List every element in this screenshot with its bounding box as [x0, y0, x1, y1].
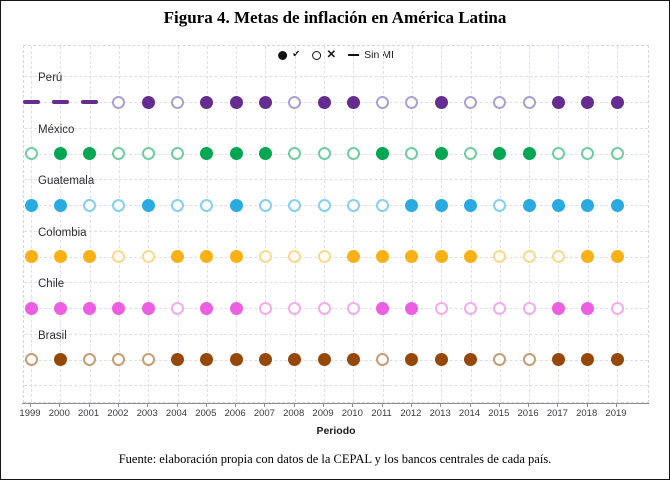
axis-tick-label: 2017 [546, 408, 568, 419]
axis-tick-label: 2013 [429, 408, 451, 419]
dot-open [112, 250, 125, 263]
axis-tick [59, 403, 60, 407]
dot-open [493, 250, 506, 263]
dot-filled [54, 302, 67, 315]
dot-open [405, 147, 418, 160]
dot-filled [54, 199, 67, 212]
dot-open [347, 199, 360, 212]
dot-filled [611, 250, 624, 263]
dot-filled [611, 353, 624, 366]
dot-filled [54, 250, 67, 263]
dot-open [464, 147, 477, 160]
dot-open [347, 302, 360, 315]
axis-tick [147, 403, 148, 407]
dot-open [435, 302, 448, 315]
sin-mi-dash [23, 100, 40, 104]
axis-tick [587, 403, 588, 407]
dot-filled [200, 147, 213, 160]
dot-filled [435, 147, 448, 160]
dot-filled [347, 250, 360, 263]
dot-filled [230, 147, 243, 160]
dot-open [493, 302, 506, 315]
axis-tick [528, 403, 529, 407]
dot-filled [25, 250, 38, 263]
dot-open [25, 353, 38, 366]
gridline-horizontal [24, 282, 648, 283]
dot-filled [552, 353, 565, 366]
dot-open [552, 250, 565, 263]
dot-filled [171, 250, 184, 263]
dot-filled [318, 353, 331, 366]
source-note: Fuente: elaboración propia con datos de la CEPAL y los bancos centrales de cada país. [118, 452, 552, 466]
check-icon: ✔ [292, 49, 301, 60]
dot-open [200, 199, 213, 212]
dot-open [288, 302, 301, 315]
sin-mi-dash [81, 100, 98, 104]
dot-open [171, 147, 184, 160]
dot-open [83, 353, 96, 366]
row-label-mexico: México [38, 123, 75, 136]
axis-tick-label: 2019 [605, 408, 627, 419]
axis-tick [294, 403, 295, 407]
dot-filled [25, 199, 38, 212]
dot-filled [259, 96, 272, 109]
dot-open [112, 147, 125, 160]
x-axis-title: Periodo [316, 425, 356, 437]
dot-open [171, 199, 184, 212]
dot-filled [25, 302, 38, 315]
dot-open [171, 96, 184, 109]
dot-filled [171, 353, 184, 366]
dot-filled [83, 302, 96, 315]
dot-filled [259, 353, 272, 366]
axis-tick-label: 2000 [48, 408, 70, 419]
axis-tick-label: 2002 [107, 408, 129, 419]
axis-tick-label: 2005 [195, 408, 217, 419]
row-label-guatemala: Guatemala [38, 175, 95, 187]
dot-open [288, 199, 301, 212]
axis-tick [411, 403, 412, 407]
dot-filled [611, 199, 624, 212]
axis-tick-label: 2010 [341, 408, 363, 419]
dot-filled [200, 302, 213, 315]
dot-open [523, 353, 536, 366]
dot-filled [435, 250, 448, 263]
dot-filled [230, 353, 243, 366]
axis-tick [352, 403, 353, 407]
dot-filled [376, 147, 389, 160]
row-label-brasil: Brasil [38, 329, 67, 342]
dot-filled [435, 353, 448, 366]
axis-tick-label: 2004 [165, 408, 188, 419]
dot-filled [405, 250, 418, 263]
plot-area [23, 45, 649, 403]
dot-filled [200, 250, 213, 263]
dot-open [288, 147, 301, 160]
axis-tick [557, 403, 558, 407]
dot-filled [288, 353, 301, 366]
dot-filled [464, 250, 477, 263]
dot-filled [142, 199, 155, 212]
dot-open [259, 199, 272, 212]
dot-filled [523, 199, 536, 212]
dot-open [259, 302, 272, 315]
axis-tick-label: 2014 [458, 408, 481, 419]
dot-filled [347, 96, 360, 109]
axis-tick [382, 403, 383, 407]
dot-open [493, 96, 506, 109]
row-label-chile: Chile [38, 278, 65, 290]
axis-tick-label: 2006 [224, 408, 246, 419]
dot-filled [464, 199, 477, 212]
axis-tick [177, 403, 178, 407]
dot-open [464, 96, 477, 109]
dot-open [464, 302, 477, 315]
axis-tick [440, 403, 441, 407]
axis-tick [206, 403, 207, 407]
dot-open [318, 250, 331, 263]
dot-open [376, 199, 389, 212]
x-mark-icon: ✕ [326, 48, 337, 61]
dot-open [142, 147, 155, 160]
axis-tick-label: 2001 [78, 408, 100, 419]
dot-filled [435, 96, 448, 109]
dot-filled [54, 147, 67, 160]
dot-filled [552, 199, 565, 212]
dot-open [523, 96, 536, 109]
dot-open [611, 147, 624, 160]
axis-tick-label: 1999 [19, 408, 41, 419]
dot-open [83, 199, 96, 212]
dot-filled [405, 353, 418, 366]
open-dot-icon [312, 51, 321, 60]
gridline-horizontal [24, 334, 648, 335]
dot-filled [200, 353, 213, 366]
axis-tick-label: 2012 [400, 408, 422, 419]
gridline-horizontal [24, 76, 648, 77]
sin-mi-dash [52, 100, 69, 104]
dot-open [171, 302, 184, 315]
dot-filled [405, 199, 418, 212]
dot-filled [376, 302, 389, 315]
axis-tick-label: 2016 [517, 408, 539, 419]
dot-filled [347, 353, 360, 366]
dot-open [581, 147, 594, 160]
axis-tick [470, 403, 471, 407]
dot-open [376, 96, 389, 109]
row-label-colombia: Colombia [38, 226, 87, 239]
dot-open [552, 147, 565, 160]
axis-tick [235, 403, 236, 407]
dot-filled [318, 96, 331, 109]
dot-filled [581, 250, 594, 263]
dot-open [611, 302, 624, 315]
axis-tick-label: 2007 [253, 408, 275, 419]
dot-filled [581, 199, 594, 212]
x-axis-line [22, 403, 649, 404]
axis-tick-label: 2009 [312, 408, 334, 419]
dot-filled [230, 96, 243, 109]
filled-dot-icon [278, 51, 287, 60]
dot-filled [581, 302, 594, 315]
axis-tick [499, 403, 500, 407]
axis-tick [323, 403, 324, 407]
axis-tick [118, 403, 119, 407]
dot-filled [83, 250, 96, 263]
dot-open [523, 250, 536, 263]
dot-filled [435, 199, 448, 212]
dot-filled [83, 147, 96, 160]
dot-filled [112, 302, 125, 315]
dot-open [112, 96, 125, 109]
dot-open [112, 353, 125, 366]
dot-filled [552, 302, 565, 315]
dot-filled [230, 302, 243, 315]
axis-tick [264, 403, 265, 407]
dot-open [493, 353, 506, 366]
dot-open [376, 353, 389, 366]
axis-tick [30, 403, 31, 407]
dot-filled [523, 147, 536, 160]
dot-filled [581, 96, 594, 109]
dot-filled [230, 250, 243, 263]
legend-sin-mi-label: Sin MI [364, 49, 394, 61]
dot-filled [142, 302, 155, 315]
dot-open [25, 147, 38, 160]
gridline-horizontal [24, 179, 648, 180]
dot-open [142, 353, 155, 366]
dot-filled [493, 147, 506, 160]
dot-filled [230, 199, 243, 212]
dot-open [112, 199, 125, 212]
dot-open [288, 250, 301, 263]
dot-open [347, 147, 360, 160]
gridline-horizontal [24, 231, 648, 232]
gridline-horizontal [24, 385, 648, 386]
dot-filled [464, 353, 477, 366]
dot-filled [54, 353, 67, 366]
dot-open [318, 147, 331, 160]
axis-tick [89, 403, 90, 407]
dot-filled [200, 96, 213, 109]
dot-filled [405, 302, 418, 315]
dot-open [318, 199, 331, 212]
axis-tick-label: 2015 [488, 408, 510, 419]
dot-open [288, 96, 301, 109]
axis-tick-label: 2018 [576, 408, 598, 419]
dot-open [523, 302, 536, 315]
dot-open [405, 96, 418, 109]
dot-filled [259, 147, 272, 160]
dot-open [318, 302, 331, 315]
axis-tick-label: 2011 [371, 408, 392, 419]
dot-filled [611, 96, 624, 109]
dot-filled [142, 96, 155, 109]
axis-tick-label: 2003 [136, 408, 158, 419]
axis-tick [616, 403, 617, 407]
dot-open [259, 250, 272, 263]
dot-open [493, 199, 506, 212]
dot-filled [581, 353, 594, 366]
axis-tick-label: 2008 [283, 408, 305, 419]
dot-filled [552, 96, 565, 109]
dot-open [142, 250, 155, 263]
dot-filled [376, 250, 389, 263]
figure-title: Figura 4. Metas de inflación en América Latina [163, 8, 507, 27]
gridline-horizontal [24, 128, 648, 129]
row-label-peru: Perú [38, 72, 63, 84]
